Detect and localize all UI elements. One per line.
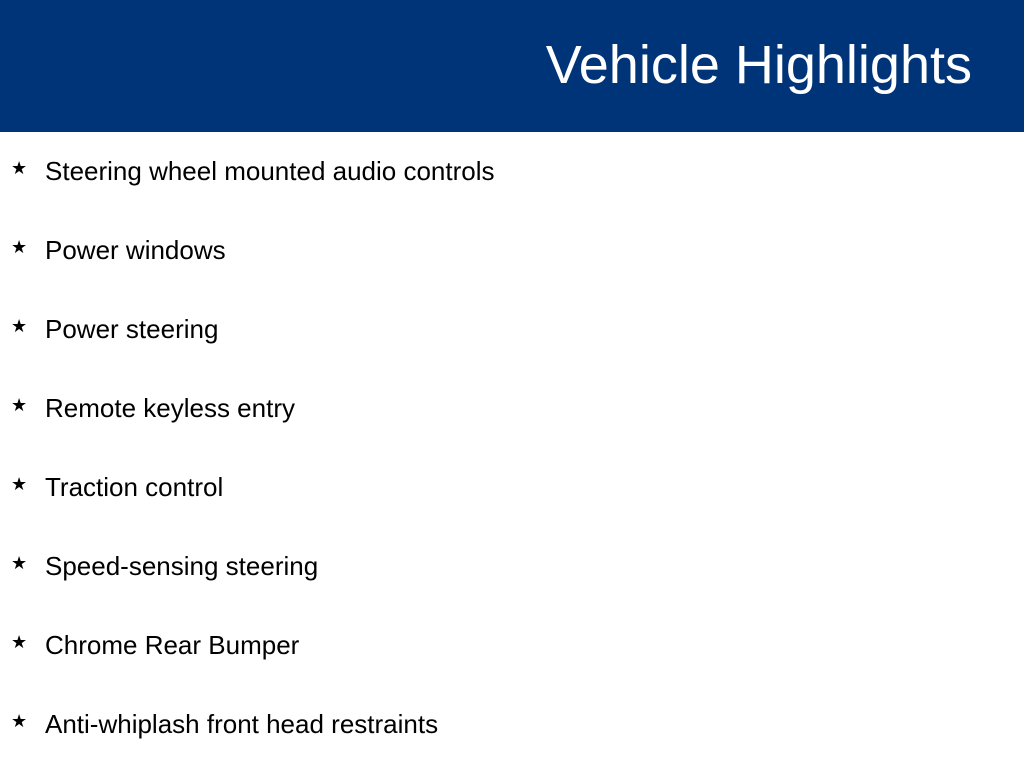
list-item-label: Anti-whiplash front head restraints	[45, 709, 439, 739]
list-item-label: Steering wheel mounted audio controls	[45, 156, 495, 186]
list-item	[0, 314, 1024, 354]
page-title: Vehicle Highlights	[545, 35, 972, 95]
list-item	[0, 156, 1024, 196]
list-item	[0, 472, 1024, 512]
star-icon: ★	[11, 237, 28, 258]
list-item	[0, 551, 1024, 591]
list-item-label: Chrome Rear Bumper	[45, 630, 300, 660]
list-item	[0, 630, 1024, 670]
list-item-label: Traction control	[45, 472, 224, 502]
star-icon: ★	[11, 632, 28, 653]
list-item	[0, 709, 1024, 749]
list-item-label: Power windows	[45, 235, 226, 265]
list-item	[0, 235, 1024, 275]
star-icon: ★	[11, 395, 28, 416]
star-icon: ★	[11, 711, 28, 732]
list-item-label: Power steering	[45, 314, 219, 344]
header-banner	[0, 0, 1024, 132]
star-icon: ★	[11, 553, 28, 574]
list-item-label: Remote keyless entry	[45, 393, 295, 423]
star-icon: ★	[11, 158, 28, 179]
star-icon: ★	[11, 316, 28, 337]
list-item	[0, 393, 1024, 433]
list-item-label: Speed-sensing steering	[45, 551, 319, 581]
star-icon: ★	[11, 474, 28, 495]
